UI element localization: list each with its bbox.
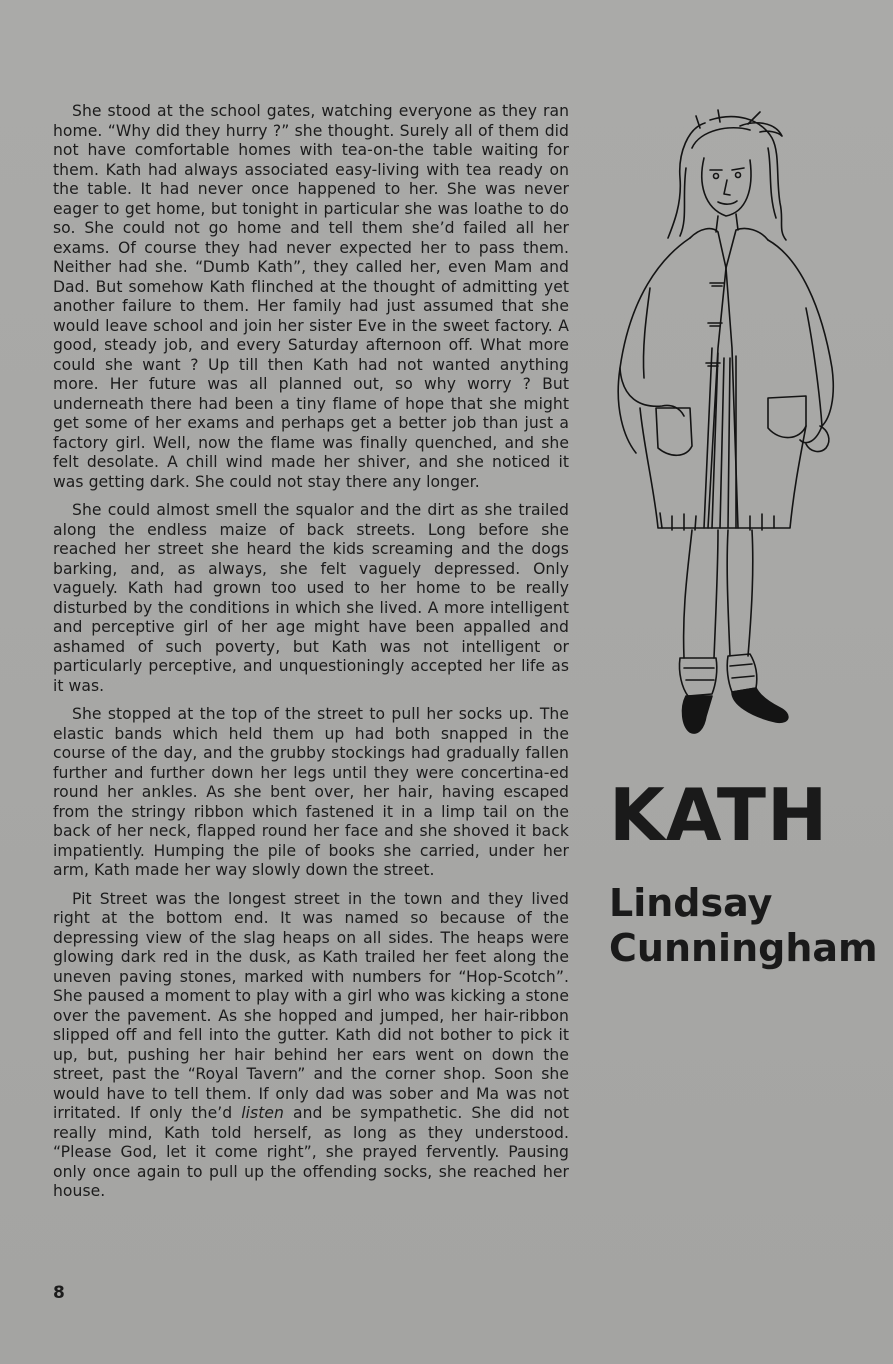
story-title: KATH bbox=[609, 773, 829, 857]
author-last-name: Cunningham bbox=[609, 926, 878, 970]
author-first-name: Lindsay bbox=[609, 881, 773, 925]
story-paragraph-4 bbox=[53, 890, 569, 1202]
story-text bbox=[53, 102, 569, 1211]
story-paragraph-1: She stood at the school gates, watching everyone as they ran home. “Why did they hurry ?” she thought. Surely all of them did not have comfortable homes with tea-on-the table waiting for them. Kath had always associated easy-living with tea ready on the table. It had never once happened to her. She was never eager to get home, but tonight in particular she was loathe to do so. She could not go home and tell them she’d failed all her exams. Of course they had never expected her to pass them. Neither had she. “Dumb Kath”, they called her, even Mam and Dad. But somehow Kath flinched at the thought of admitting yet another failure to them. Her family had just assumed that she would leave school and join her sister Eve in the sweet factory. A good, steady job, and every Saturday afternoon off. What more could she want ? Up till then Kath had not wanted anything more. Her future was all planned out, so why worry ? But underneath there had been a tiny flame of hope that she might get some of her exams and perhaps get a better job than just a factory girl. Well, now the flame was finally quenched, and she felt desolate. A chill wind made her shiver, and she noticed it was getting dark. She could not stay there any longer. bbox=[53, 102, 569, 491]
girl-in-coat-sketch-icon bbox=[600, 108, 850, 748]
story-paragraph-4-italic: listen bbox=[241, 1104, 284, 1122]
story-paragraph-3: She stopped at the top of the street to pull her socks up. The elastic bands which held them up had both snapped in the course of the day, and the grubby stockings had gradually fallen further and further down her legs until they were concertina-ed round her ankles. As she bent over, her hair, having escaped from the stringy ribbon which fastened it in a limp tail on the back of her neck, flapped round her face and she shoved it back impatiently. Humping the pile of books she carried, under her arm, Kath made her way slowly down the street. bbox=[53, 705, 569, 879]
page-number: 8 bbox=[53, 1283, 65, 1303]
story-paragraph-2: She could almost smell the squalor and the dirt as she trailed along the endless maize of back streets. Long before she reached her street she heard the kids screaming and the dogs barking, and, as always, she felt vaguely depressed. Only vaguely. Kath had grown too used to her home to be really disturbed by the conditions in which she lived. A more intelligent and perceptive girl of her age might have been appalled and ashamed of such poverty, but Kath was not intelligent or particularly perceptive, and unquestioningly accepted her life as it was. bbox=[53, 501, 569, 695]
story-paragraph-4-part-1: Pit Street was the longest street in the town and they lived right at the bottom end. It was named so because of the depressing view of the slag heaps on all sides. The heaps were glowing dark red in the dusk, as Kath trailed her feet along the uneven paving stones, marked with numbers for “Hop-Scotch”. She paused a moment to play with a girl who was kicking a stone over the pavement. As she hopped and jumped, her hair-ribbon slipped off and fell into the gutter. Kath did not bother to pick it up, but, pushing her hair behind her ears went on down the street, past the “Royal Tavern” and the corner shop. Soon she would have to tell them. If only dad was sober and Ma was not irritated. If only the’d bbox=[53, 889, 569, 1122]
story-paragraph-4-part-2: and be sympathetic. She did not really mind, Kath told herself, as long as they understood. “Please God, let it come right”, she prayed fervently. Pausing only once again to pull up the offending socks, she reached her house. bbox=[53, 1104, 570, 1200]
